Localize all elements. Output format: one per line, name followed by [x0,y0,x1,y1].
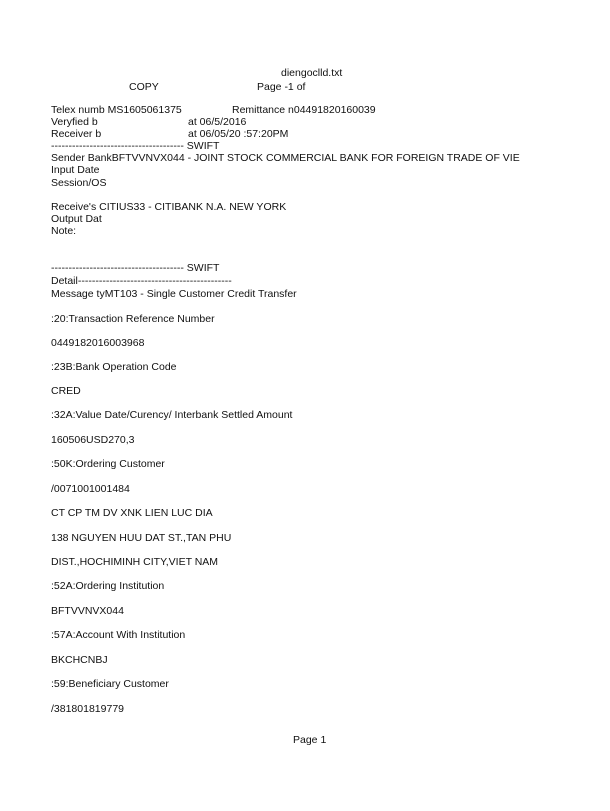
output-date: Output Dat [51,213,102,225]
field-line: BKCHCNBJ [51,654,108,666]
session-os: Session/OS [51,177,107,189]
field-line: :20:Transaction Reference Number [51,313,215,325]
verified-label: Veryfied b [51,116,98,128]
page-indicator: Page -1 of [257,81,306,93]
field-line: DIST.,HOCHIMINH CITY,VIET NAM [51,556,219,568]
field-line: /0071001001484 [51,483,130,495]
field-line: :57A:Account With Institution [51,629,186,641]
verified-date: at 06/5/2016 [188,116,247,128]
file-name: diengoclld.txt [281,67,343,79]
message-type: Message tyMT103 - Single Customer Credit Transfer [51,288,297,300]
input-date: Input Date [51,164,100,176]
swift-separator-1: -------------------------------------- SWIFT [51,140,220,152]
receiver-label: Receiver b [51,128,102,140]
detail-separator: Detail-------------------------------------------- [51,275,232,287]
field-line: :52A:Ordering Institution [51,580,165,592]
field-line: /381801819779 [51,703,124,715]
field-line: :50K:Ordering Customer [51,458,165,470]
sender-bank: Sender BankBFTVVNVX044 - JOINT STOCK COMMERCIAL BANK FOR FOREIGN TRADE OF VIE [51,152,520,164]
page-number: Page 1 [293,734,327,746]
field-line: :59:Beneficiary Customer [51,678,169,690]
field-line: CT CP TM DV XNK LIEN LUC DIA [51,507,213,519]
field-line: 0449182016003968 [51,337,145,349]
telex-number: Telex numb MS1605061375 [51,104,182,116]
field-line: BFTVVNVX044 [51,605,124,617]
field-line: CRED [51,385,81,397]
swift-separator-2: -------------------------------------- SWIFT [51,262,220,274]
remittance-number: Remittance n04491820160039 [232,104,376,116]
field-line: 160506USD270,3 [51,434,135,446]
note: Note: [51,225,77,237]
field-line: 138 NGUYEN HUU DAT ST.,TAN PHU [51,532,232,544]
receiver-time: at 06/05/20 :57:20PM [188,128,289,140]
field-line: :23B:Bank Operation Code [51,361,177,373]
receiver-bank: Receive's CITIUS33 - CITIBANK N.A. NEW YORK [51,201,287,213]
field-line: :32A:Value Date/Curency/ Interbank Settled Amount [51,409,293,421]
copy-label: COPY [129,81,159,93]
